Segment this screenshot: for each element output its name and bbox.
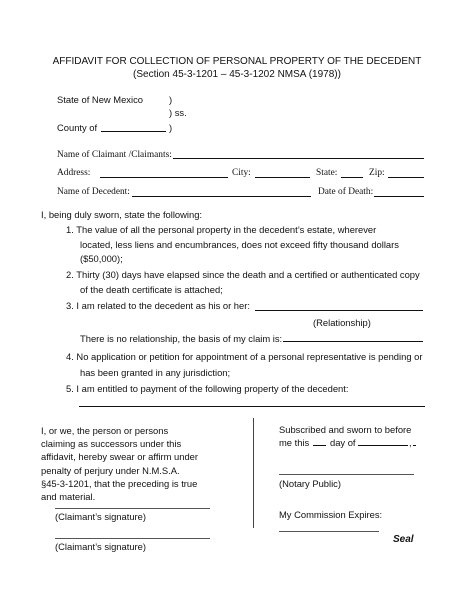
commission-expires-field[interactable] — [279, 531, 379, 532]
claimant-signature-1-line[interactable] — [55, 508, 210, 509]
no-relationship-text: There is no relationship, the basis of my claim is: — [80, 333, 283, 344]
zip-field[interactable] — [388, 177, 424, 178]
state-label: State of New Mexico — [57, 94, 143, 105]
address-field[interactable] — [100, 177, 228, 178]
column-divider — [253, 418, 254, 528]
property-field[interactable] — [79, 406, 425, 407]
claimant-signature-1-label: (Claimant’s signature) — [55, 511, 147, 522]
day-of-text: day of — [330, 437, 356, 448]
item-2-line-1: 2. Thirty (30) days have elapsed since the death and a certified or authenticated copy — [66, 269, 420, 280]
item-5-line-1: 5. I am entitled to payment of the following property of the decedent: — [66, 383, 349, 394]
county-field[interactable] — [101, 131, 166, 132]
county-label: County of — [57, 122, 98, 133]
relationship-caption: (Relationship) — [313, 317, 371, 328]
venue-ss: ) ss. — [169, 107, 187, 118]
date-of-death-field[interactable] — [374, 196, 424, 197]
state-field-label: State: — [316, 168, 338, 178]
date-comma: , — [409, 437, 412, 448]
decedent-label: Name of Decedent: — [57, 187, 130, 197]
date-of-death-label: Date of Death: — [318, 187, 374, 197]
document-title: AFFIDAVIT FOR COLLECTION OF PERSONAL PROPERTY OF THE DECEDENT — [52, 56, 422, 67]
item-1-line-2: located, less liens and encumbrances, does not exceed fifty thousand dollars — [80, 239, 399, 250]
subscribed-text: Subscribed and sworn to before — [279, 424, 412, 435]
oath-line: and material. — [41, 491, 96, 503]
oath-line: affidavit, hereby swear or affirm under — [41, 451, 199, 463]
me-this-text: me this — [279, 437, 310, 448]
notary-label: (Notary Public) — [279, 478, 341, 489]
item-4-line-1: 4. No application or petition for appointment of a personal representative is pending or — [66, 351, 423, 362]
month-field[interactable] — [358, 445, 408, 446]
item-1-line-3: ($50,000); — [80, 253, 123, 264]
state-field[interactable] — [341, 177, 363, 178]
document-subtitle: (Section 45-3-1201 – 45-3-1202 NMSA (1978)) — [133, 69, 341, 80]
claimants-label: Name of Claimant /Claimants: — [57, 150, 172, 160]
venue-paren-2: ) — [169, 122, 173, 133]
zip-label: Zip: — [369, 168, 385, 178]
item-3-line-1: 3. I am related to the decedent as his or her: — [66, 300, 250, 311]
year-field[interactable] — [413, 445, 416, 446]
notary-signature-line[interactable] — [279, 474, 414, 475]
claimants-field[interactable] — [173, 158, 424, 159]
city-field[interactable] — [255, 177, 310, 178]
city-label: City: — [232, 168, 251, 178]
claim-basis-field[interactable] — [283, 341, 423, 342]
claimant-signature-2-label: (Claimant’s signature) — [55, 541, 147, 552]
address-label: Address: — [57, 168, 91, 178]
claimant-signature-2-line[interactable] — [55, 538, 210, 539]
relationship-field[interactable] — [255, 310, 423, 311]
commission-expires-label: My Commission Expires: — [279, 509, 383, 520]
decedent-field[interactable] — [132, 196, 311, 197]
oath-line: claiming as successors under this — [41, 438, 182, 450]
intro-text: I, being duly sworn, state the following: — [41, 209, 203, 220]
seal-label: Seal — [393, 534, 414, 545]
day-field[interactable] — [313, 445, 326, 446]
venue-paren-1: ) — [169, 94, 173, 105]
item-1-line-1: 1. The value of all the personal property in the decedent’s estate, wherever — [66, 224, 377, 235]
oath-line: penalty of perjury under N.M.S.A. — [41, 464, 180, 476]
oath-text — [41, 424, 198, 503]
oath-line: §45-3-1201, that the preceding is true — [41, 477, 198, 489]
oath-line: I, or we, the person or persons — [41, 425, 169, 436]
item-4-line-2: has been granted in any jurisdiction; — [80, 367, 231, 378]
item-2-line-2: of the death certificate is attached; — [80, 284, 223, 295]
